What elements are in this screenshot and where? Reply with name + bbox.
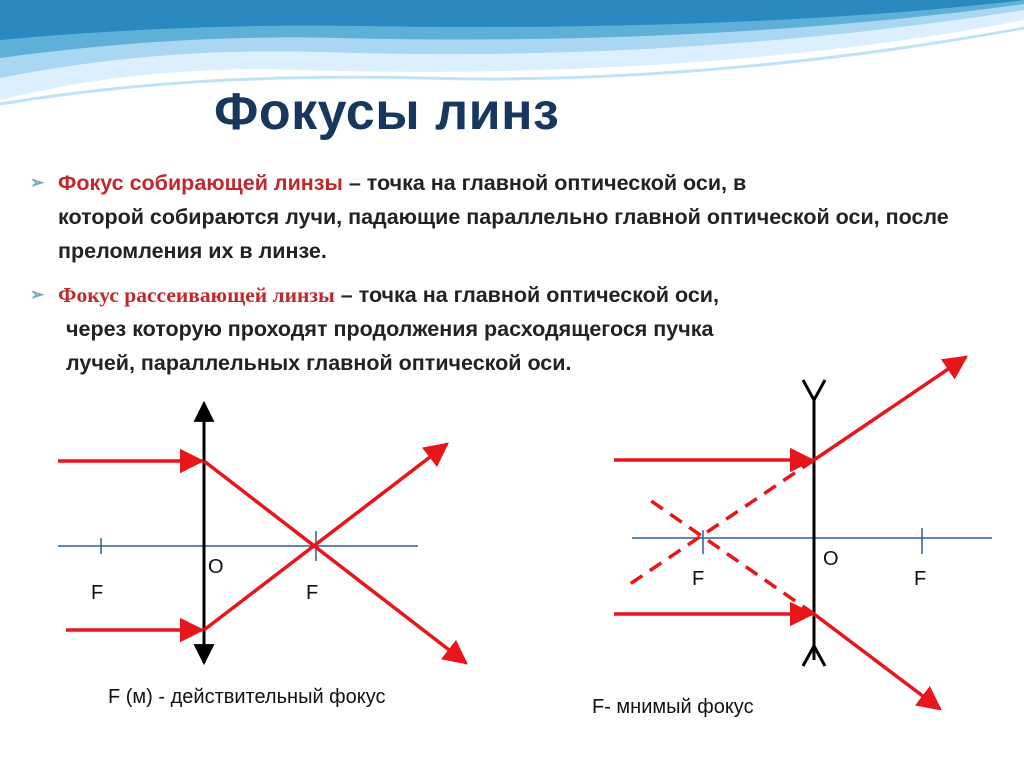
refracted-ray-bottom-diverging	[814, 614, 940, 709]
caption-virtual-focus: F- мнимый фокус	[592, 696, 754, 718]
label-optical-center: O	[208, 556, 224, 578]
label-focus-left: F	[91, 582, 104, 604]
bullet-arrow-icon: ➢	[30, 285, 45, 304]
bullet-text-line2: через которую проходят продолжения расходящегося пучка	[66, 317, 714, 341]
label-focus-right: F	[306, 582, 319, 604]
refracted-ray-top	[204, 461, 466, 663]
diverging-lens-top-v	[803, 380, 825, 400]
refracted-ray-top-diverging	[814, 357, 966, 460]
caption-real-focus: F (м) - действительный фокус	[108, 686, 386, 708]
label-focus-right-diverging: F	[914, 568, 927, 590]
bullet-text-line1: – точка на главной оптической оси, в	[342, 171, 747, 195]
term-diverging-focus: Фокус рассеивающей линзы	[58, 283, 335, 307]
refracted-ray-bottom	[204, 444, 447, 630]
term-converging-focus: Фокус собирающей линзы	[58, 171, 343, 195]
bullet-text-rest: которой собираются лучи, падающие параллельно главной оптической оси, после преломления их в линзе.	[58, 205, 949, 263]
label-optical-center-diverging: O	[823, 548, 839, 570]
virtual-extension-top	[624, 460, 814, 588]
label-focus-left-diverging: F	[692, 568, 705, 590]
bullet-text-line3: лучей, параллельных главной оптической оси.	[66, 351, 572, 375]
bullet-text-line1: – точка на главной оптической оси,	[334, 283, 719, 307]
virtual-extension-bottom	[644, 496, 814, 614]
slide-title: Фокусы линз	[214, 83, 560, 141]
bullet-arrow-icon: ➢	[30, 173, 45, 192]
